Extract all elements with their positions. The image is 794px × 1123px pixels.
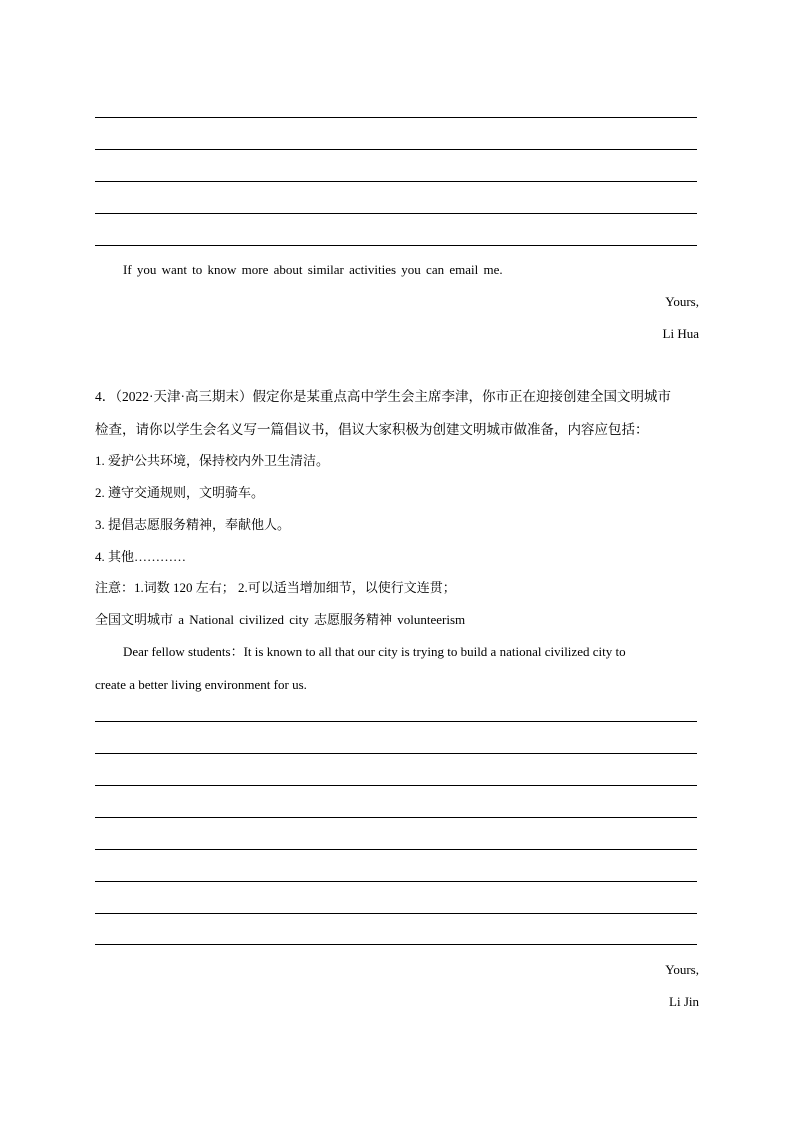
writing-line — [95, 721, 697, 722]
content-point: 1. 爱护公共环境，保持校内外卫生清洁。 — [95, 453, 330, 468]
content-point: 4. 其他………… — [95, 549, 187, 564]
writing-line — [95, 944, 697, 945]
letter-opening-line: create a better living environment for us. — [95, 677, 307, 692]
sign-off: Yours, — [665, 962, 699, 977]
question-prompt-line: 检查，请你以学生会名义写一篇倡议书，倡议大家积极为创建文明城市做准备，内容应包括： — [95, 422, 649, 437]
content-point: 2. 遵守交通规则，文明骑车。 — [95, 485, 265, 500]
signature: Li Jin — [669, 994, 699, 1009]
writing-line — [95, 881, 697, 882]
writing-line — [95, 181, 697, 182]
writing-line — [95, 117, 697, 118]
question-prompt-line: 4．（2022·天津·高三期末）假定你是某重点高中学生会主席李津，你市正在迎接创建全国文明城市 — [95, 389, 671, 404]
closing-note: If you want to know more about similar activities you can email me. — [123, 262, 503, 277]
writing-line — [95, 913, 697, 914]
writing-line — [95, 817, 697, 818]
writing-line — [95, 849, 697, 850]
letter-opening-line: Dear fellow students：It is known to all that our city is trying to build a national civilized city to — [123, 644, 626, 659]
sign-off: Yours, — [665, 294, 699, 309]
signature: Li Hua — [662, 326, 699, 341]
content-point: 3. 提倡志愿服务精神，奉献他人。 — [95, 517, 291, 532]
vocabulary-hint: 全国文明城市 a National civilized city 志愿服务精神 volunteerism — [95, 612, 466, 627]
writing-line — [95, 149, 697, 150]
writing-line — [95, 245, 697, 246]
writing-line — [95, 213, 697, 214]
writing-line — [95, 785, 697, 786]
writing-line — [95, 753, 697, 754]
instructions-note: 注意：1.词数 120 左右； 2.可以适当增加细节，以使行文连贯； — [95, 580, 456, 595]
